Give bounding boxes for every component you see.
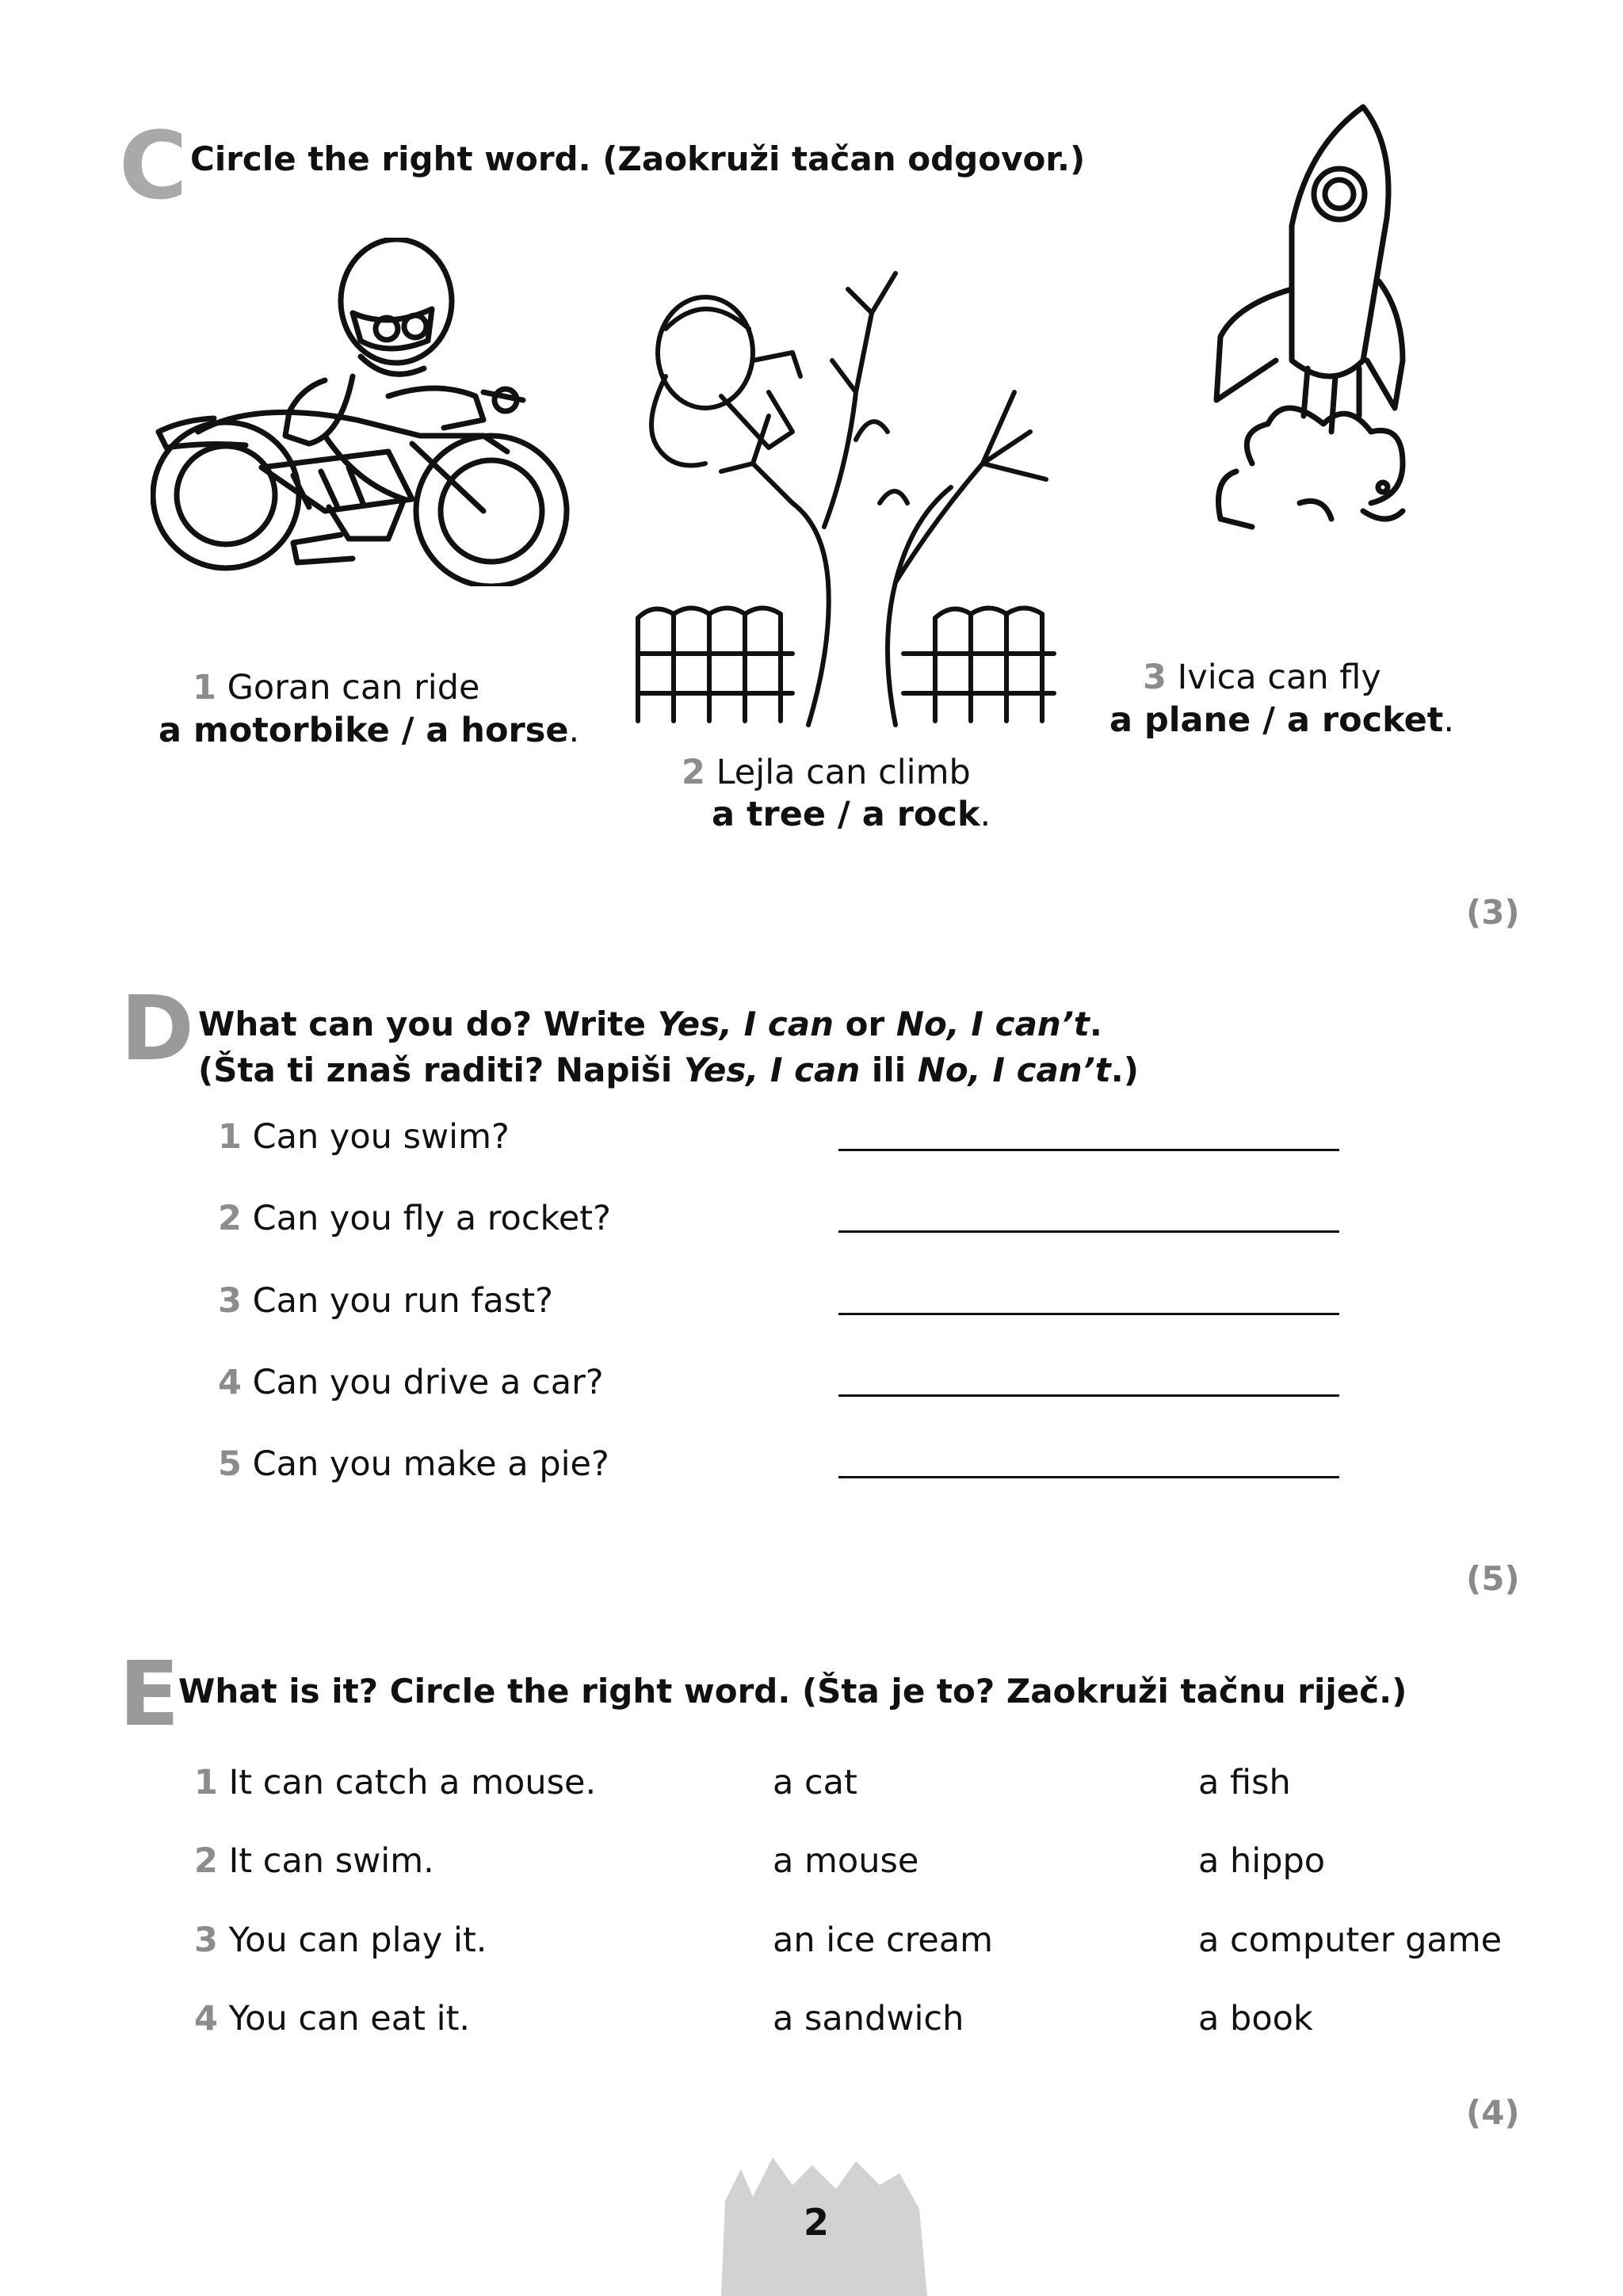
e-row-2-option-2[interactable]: a hippo bbox=[1198, 1841, 1326, 1881]
choice-options[interactable]: a plane / a rocket bbox=[1109, 700, 1444, 740]
caption-3-choice bbox=[1109, 700, 1454, 740]
question-2 bbox=[218, 1199, 611, 1238]
e-row-1-text bbox=[194, 1763, 596, 1802]
rocket-illustration bbox=[1205, 99, 1411, 590]
e-row-4-option-1[interactable]: a sandwich bbox=[773, 1999, 964, 2039]
section-d-instruction-line2 bbox=[198, 1051, 1139, 1089]
instr-italic: Yes, I can bbox=[657, 1005, 834, 1043]
caption-end: . bbox=[980, 795, 991, 834]
question-4 bbox=[218, 1363, 604, 1402]
question-3 bbox=[218, 1281, 553, 1321]
caption-2 bbox=[682, 753, 971, 792]
row-text: It can swim. bbox=[228, 1841, 434, 1881]
e-row-1-option-2[interactable]: a fish bbox=[1198, 1763, 1291, 1802]
caption-2-choice bbox=[712, 795, 991, 834]
e-row-3-option-2[interactable]: a computer game bbox=[1198, 1920, 1503, 1960]
question-text: Can you swim? bbox=[252, 1117, 510, 1157]
instr-part: .) bbox=[1110, 1051, 1139, 1089]
instr-part: or bbox=[834, 1005, 896, 1043]
item-number: 4 bbox=[218, 1363, 242, 1402]
item-number: 2 bbox=[682, 753, 705, 792]
instr-part: (Šta ti znaš raditi? Napiši bbox=[198, 1051, 684, 1089]
section-c-score: (3) bbox=[1466, 893, 1520, 932]
item-number: 1 bbox=[218, 1117, 242, 1157]
choice-options[interactable]: a motorbike / a horse bbox=[158, 711, 569, 750]
row-text: It can catch a mouse. bbox=[228, 1763, 597, 1802]
instr-italic: No, I can’t bbox=[896, 1005, 1090, 1043]
caption-1 bbox=[193, 668, 479, 707]
instr-part: . bbox=[1089, 1005, 1102, 1043]
item-number: 4 bbox=[194, 1999, 218, 2039]
e-row-2-text bbox=[194, 1841, 434, 1881]
section-e-instruction: What is it? Circle the right word. (Šta je to? Zaokruži tačnu riječ.) bbox=[178, 1672, 1407, 1711]
section-d-letter: D bbox=[120, 978, 194, 1081]
row-text: You can play it. bbox=[228, 1920, 487, 1960]
caption-end: . bbox=[1443, 700, 1455, 740]
row-text: You can eat it. bbox=[228, 1999, 471, 2039]
caption-lead: Goran can ride bbox=[227, 668, 480, 707]
question-text: Can you run fast? bbox=[252, 1281, 553, 1321]
question-1 bbox=[218, 1117, 510, 1157]
question-text: Can you make a pie? bbox=[252, 1444, 609, 1484]
e-row-3-option-1[interactable]: an ice cream bbox=[773, 1920, 994, 1960]
item-number: 3 bbox=[1143, 658, 1167, 697]
e-row-2-option-1[interactable]: a mouse bbox=[773, 1841, 919, 1881]
caption-3 bbox=[1143, 658, 1381, 697]
e-row-3-text bbox=[194, 1920, 487, 1960]
e-row-1-option-1[interactable]: a cat bbox=[773, 1763, 857, 1802]
section-c-letter: C bbox=[119, 111, 188, 220]
item-number: 5 bbox=[218, 1444, 242, 1484]
section-d-instruction-line1 bbox=[198, 1005, 1102, 1043]
section-e-score: (4) bbox=[1466, 2093, 1520, 2132]
motorbike-rider-illustration bbox=[151, 238, 586, 586]
section-e-letter: E bbox=[119, 1643, 180, 1746]
answer-line-2[interactable] bbox=[838, 1230, 1339, 1233]
item-number: 3 bbox=[194, 1920, 218, 1960]
section-c-instruction: Circle the right word. (Zaokruži tačan odgovor.) bbox=[190, 139, 1086, 178]
item-number: 2 bbox=[218, 1199, 242, 1238]
item-number: 2 bbox=[194, 1841, 218, 1881]
page-number: 2 bbox=[803, 2201, 829, 2244]
choice-options[interactable]: a tree / a rock bbox=[712, 795, 980, 834]
answer-line-4[interactable] bbox=[838, 1394, 1339, 1397]
girl-climbing-tree-illustration bbox=[634, 265, 1062, 729]
instr-italic: Yes, I can bbox=[683, 1051, 861, 1089]
instr-italic: No, I can’t bbox=[917, 1051, 1111, 1089]
e-row-4-option-2[interactable]: a book bbox=[1198, 1999, 1313, 2039]
caption-lead: Ivica can fly bbox=[1177, 658, 1381, 697]
question-5 bbox=[218, 1444, 609, 1484]
e-row-4-text bbox=[194, 1999, 470, 2039]
item-number: 3 bbox=[218, 1281, 242, 1321]
caption-end: . bbox=[568, 711, 580, 750]
answer-line-5[interactable] bbox=[838, 1476, 1339, 1478]
item-number: 1 bbox=[193, 668, 216, 707]
item-number: 1 bbox=[194, 1763, 218, 1802]
answer-line-3[interactable] bbox=[838, 1313, 1339, 1315]
answer-line-1[interactable] bbox=[838, 1149, 1339, 1151]
instr-part: ili bbox=[860, 1051, 918, 1089]
caption-lead: Lejla can climb bbox=[716, 753, 971, 792]
section-d-score: (5) bbox=[1466, 1559, 1520, 1598]
question-text: Can you drive a car? bbox=[252, 1363, 604, 1402]
caption-1-choice bbox=[158, 711, 579, 750]
instr-part: What can you do? Write bbox=[198, 1005, 658, 1043]
question-text: Can you fly a rocket? bbox=[252, 1199, 611, 1238]
